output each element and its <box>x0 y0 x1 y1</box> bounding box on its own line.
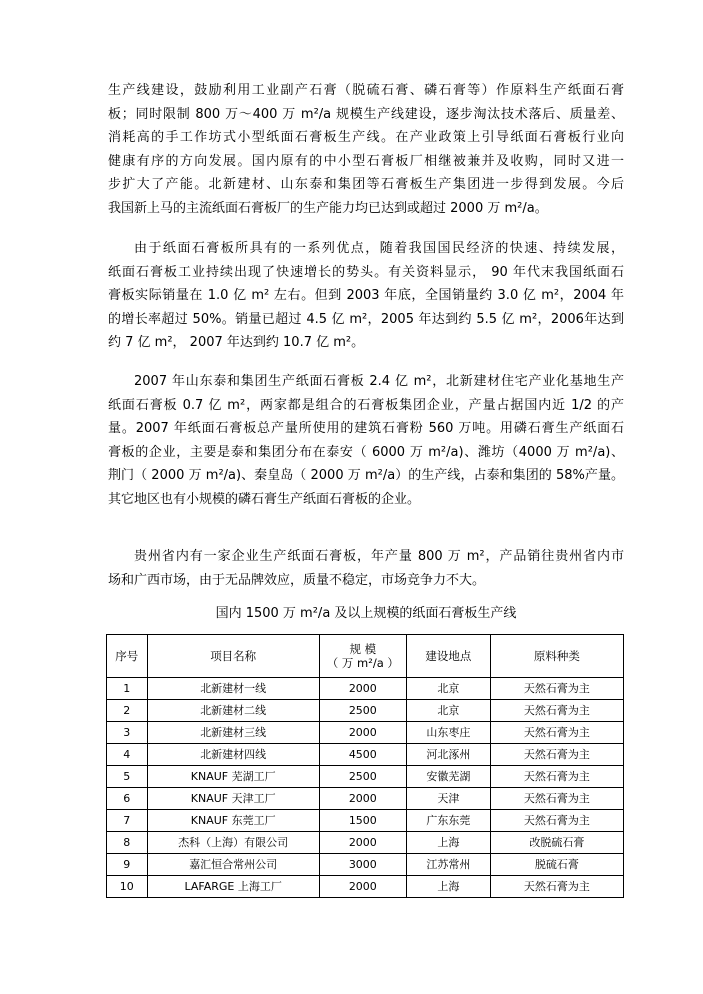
paragraph-4 <box>108 545 624 592</box>
cell-name: 杰科（上海）有限公司 <box>147 832 319 854</box>
header-material: 原料种类 <box>490 635 623 678</box>
cell-name: KNAUF 芜湖工厂 <box>147 766 319 788</box>
cell-material: 脱硫石膏 <box>490 854 623 876</box>
cell-name: KNAUF 天津工厂 <box>147 788 319 810</box>
text-line: 板；同时限制 800 万～400 万 m²/a 规模生产线建设，逐步淘汰技术落后、质量差、 <box>108 106 624 122</box>
text-line: 2007 年山东泰和集团生产纸面石膏板 2.4 亿 m²，北新建材住宅产业化基地生产 <box>134 374 624 389</box>
cell-material: 天然石膏为主 <box>490 678 623 700</box>
text-line: 生产线建设，鼓励利用工业副产石膏（脱硫石膏、磷石膏等）作原料生产纸面石膏 <box>108 83 624 98</box>
cell-scale: 2500 <box>319 766 406 788</box>
paragraph-3 <box>108 370 624 512</box>
cell-location: 上海 <box>406 876 490 898</box>
table-row <box>107 722 624 744</box>
cell-name: 北新建材三线 <box>147 722 319 744</box>
cell-location: 山东枣庄 <box>406 722 490 744</box>
header-scale-line1: 规 模 <box>349 642 377 656</box>
text-line: 的增长率超过 50%。销量已超过 4.5 亿 m²，2005 年达到约 5.5 亿 m²，2006年达到 <box>108 311 624 327</box>
paragraph-1 <box>108 79 624 221</box>
header-seq: 序号 <box>107 635 148 678</box>
cell-material: 天然石膏为主 <box>490 744 623 766</box>
production-line-table <box>106 634 624 898</box>
cell-location: 河北涿州 <box>406 744 490 766</box>
table-row <box>107 854 624 876</box>
cell-scale: 2000 <box>319 722 406 744</box>
cell-seq: 4 <box>107 744 148 766</box>
cell-location: 安徽芜湖 <box>406 766 490 788</box>
cell-seq: 10 <box>107 876 148 898</box>
header-location: 建设地点 <box>406 635 490 678</box>
cell-seq: 6 <box>107 788 148 810</box>
cell-location: 上海 <box>406 832 490 854</box>
table-row <box>107 678 624 700</box>
text-line: 贵州省内有一家企业生产纸面石膏板，年产量 800 万 m²，产品销往贵州省内市 <box>134 549 624 564</box>
cell-name: LAFARGE 上海工厂 <box>147 876 319 898</box>
text-line: 由于纸面石膏板所具有的一系列优点，随着我国国民经济的快速、持续发展， <box>134 241 624 256</box>
cell-material: 改脱硫石膏 <box>490 832 623 854</box>
cell-material: 天然石膏为主 <box>490 722 623 744</box>
cell-location: 北京 <box>406 700 490 722</box>
cell-scale: 2000 <box>319 788 406 810</box>
cell-location: 江苏常州 <box>406 854 490 876</box>
cell-material: 天然石膏为主 <box>490 810 623 832</box>
cell-seq: 1 <box>107 678 148 700</box>
cell-scale: 2000 <box>319 678 406 700</box>
text-line: 膏板实际销量在 1.0 亿 m² 左右。但到 2003 年底，全国销量约 3.0 亿 m²，2004 年 <box>108 288 624 304</box>
text-line: 量。2007 年纸面石膏板总产量所使用的建筑石膏粉 560 万吨。用磷石膏生产纸面石 <box>108 421 624 437</box>
cell-name: 北新建材四线 <box>147 744 319 766</box>
cell-name: 北新建材二线 <box>147 700 319 722</box>
header-scale-line2: （ 万 m²/a ） <box>326 656 399 670</box>
text-line: 纸面石膏板工业持续出现了快速增长的势头。有关资料显示， 90 年代末我国纸面石 <box>108 264 624 280</box>
cell-material: 天然石膏为主 <box>490 766 623 788</box>
cell-scale: 2000 <box>319 832 406 854</box>
cell-name: 嘉汇恒合常州公司 <box>147 854 319 876</box>
cell-scale: 4500 <box>319 744 406 766</box>
cell-scale: 2000 <box>319 876 406 898</box>
text-line: 其它地区也有小规模的磷石膏生产纸面石膏板的企业。 <box>108 491 421 507</box>
text-line: 消耗高的手工作坊式小型纸面石膏板生产线。在产业政策上引导纸面石膏板行业向 <box>108 130 624 146</box>
text-line: 我国新上马的主流纸面石膏板厂的生产能力均已达到或超过 2000 万 m²/a。 <box>108 200 548 216</box>
cell-location: 北京 <box>406 678 490 700</box>
cell-seq: 2 <box>107 700 148 722</box>
text-line: 步扩大了产能。北新建材、山东泰和集团等石膏板生产集团进一步得到发展。今后 <box>108 177 624 193</box>
table-row <box>107 788 624 810</box>
text-line: 场和广西市场，由于无品牌效应，质量不稳定，市场竞争力不大。 <box>108 572 486 588</box>
table-row <box>107 810 624 832</box>
table-row <box>107 700 624 722</box>
text-line: 纸面石膏板 0.7 亿 m²，两家都是组合的石膏板集团企业，产量占据国内近 1/2 的产 <box>108 397 624 413</box>
cell-material: 天然石膏为主 <box>490 700 623 722</box>
cell-material: 天然石膏为主 <box>490 876 623 898</box>
cell-seq: 3 <box>107 722 148 744</box>
cell-scale: 3000 <box>319 854 406 876</box>
cell-seq: 7 <box>107 810 148 832</box>
cell-name: 北新建材一线 <box>147 678 319 700</box>
cell-location: 天津 <box>406 788 490 810</box>
text-line: 荆门（ 2000 万 m²/a)、秦皇岛（ 2000 万 m²/a）的生产线，占泰和集团的 58%产量。 <box>108 468 624 484</box>
table-row <box>107 744 624 766</box>
cell-location: 广东东莞 <box>406 810 490 832</box>
cell-seq: 9 <box>107 854 148 876</box>
table-row <box>107 766 624 788</box>
cell-scale: 2500 <box>319 700 406 722</box>
cell-name: KNAUF 东莞工厂 <box>147 810 319 832</box>
paragraph-2 <box>108 237 624 355</box>
table-caption: 国内 1500 万 m²/a 及以上规模的纸面石膏板生产线 <box>215 606 517 621</box>
text-line: 健康有序的方向发展。国内原有的中小型石膏板厂相继被兼并及收购，同时又进一 <box>108 153 624 169</box>
table-row <box>107 876 624 898</box>
cell-material: 天然石膏为主 <box>490 788 623 810</box>
text-line: 约 7 亿 m²， 2007 年达到约 10.7 亿 m²。 <box>108 335 365 351</box>
table-header-row <box>107 635 624 678</box>
cell-seq: 8 <box>107 832 148 854</box>
table-row <box>107 832 624 854</box>
cell-seq: 5 <box>107 766 148 788</box>
header-name: 项目名称 <box>147 635 319 678</box>
header-scale <box>319 635 406 678</box>
text-line: 膏板的企业，主要是泰和集团分布在泰安（ 6000 万 m²/a)、潍坊（4000 万 m²/a)、 <box>108 444 624 460</box>
cell-scale: 1500 <box>319 810 406 832</box>
